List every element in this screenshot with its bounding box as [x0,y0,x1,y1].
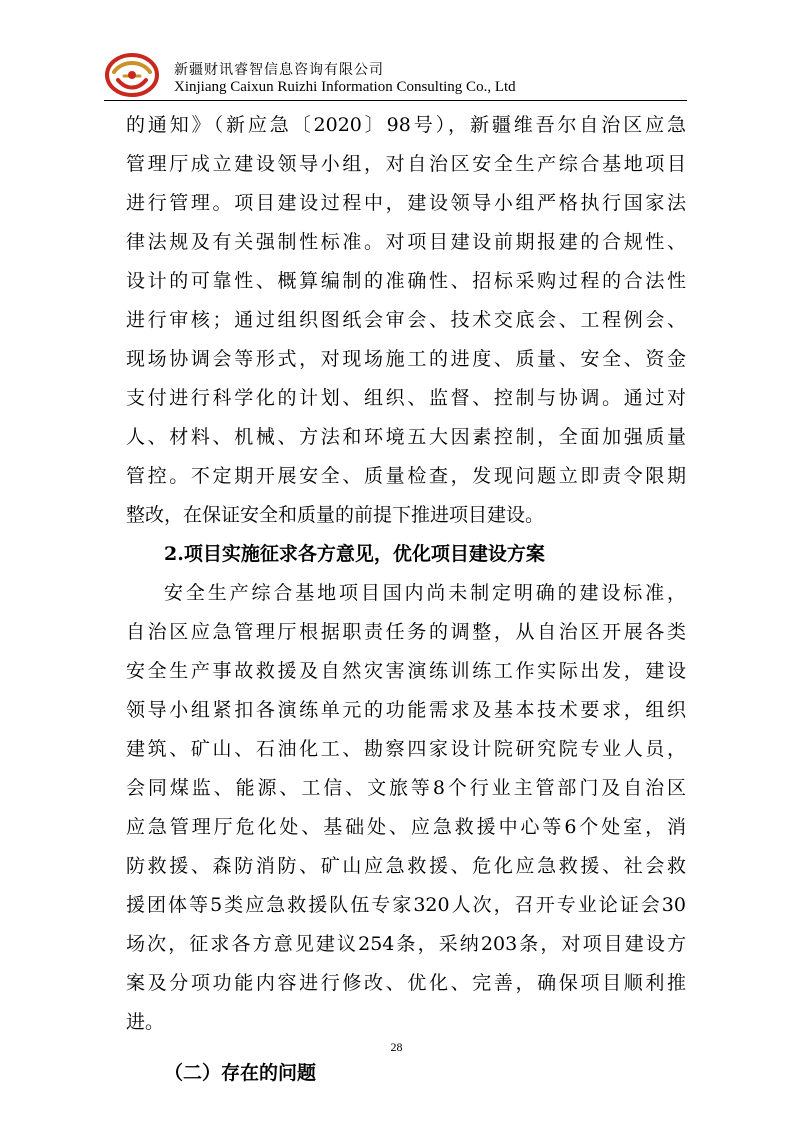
section-heading: （二）存在的问题 [164,1062,317,1084]
text-line: 场次，征求各方意见建议254条，采纳203条，对项目建设方 [126,933,686,955]
text-line: 律法规及有关强制性标准。对项目建设前期报建的合规性、 [126,231,686,253]
company-name-cn: 新疆财讯睿智信息咨询有限公司 [174,62,384,78]
subsection-heading: 2.项目实施征求各方意见，优化项目建设方案 [164,543,545,565]
paragraph-1 [126,106,686,535]
text-line: 案及分项功能内容进行修改、优化、完善，确保项目顺利推 [126,972,686,994]
page-number: 28 [390,1040,403,1054]
header-divider [104,100,687,101]
text-line: 建筑、矿山、石油化工、勘察四家设计院研究院专业人员， [126,738,686,760]
text-line: 进。 [126,1011,165,1033]
document-body [126,106,686,1093]
text-line: 支付进行科学化的计划、组织、监督、控制与协调。通过对 [126,387,686,409]
company-logo-icon [104,50,160,100]
text-line: 管理厅成立建设领导小组，对自治区安全生产综合基地项目 [126,153,686,175]
text-line: 会同煤监、能源、工信、文旅等8个行业主管部门及自治区 [126,777,686,799]
text-line: 进行管理。项目建设过程中，建设领导小组严格执行国家法 [126,192,686,214]
text-line: 安全生产事故救援及自然灾害演练训练工作实际出发，建设 [126,660,686,682]
company-name-en: Xinjiang Caixun Ruizhi Information Consulting Co., Ltd [174,79,516,95]
text-line: 安全生产综合基地项目国内尚未制定明确的建设标准， [164,582,686,604]
text-line: 现场协调会等形式，对现场施工的进度、质量、安全、资金 [126,348,686,370]
text-line: 人、材料、机械、方法和环境五大因素控制，全面加强质量 [126,426,686,448]
text-line: 整改，在保证安全和质量的前提下推进项目建设。 [126,504,545,526]
text-line: 领导小组紧扣各演练单元的功能需求及基本技术要求，组织 [126,699,686,721]
text-line: 自治区应急管理厅根据职责任务的调整，从自治区开展各类 [126,621,686,643]
text-line: 进行审核；通过组织图纸会审会、技术交底会、工程例会、 [126,309,686,331]
text-line: 管控。不定期开展安全、质量检查，发现问题立即责令限期 [126,465,686,487]
paragraph-2 [126,574,686,1042]
text-line: 设计的可靠性、概算编制的准确性、招标采购过程的合法性 [126,270,686,292]
text-line: 的通知》（新应急〔2020〕98号），新疆维吾尔自治区应急 [126,114,686,136]
page-header [104,50,684,104]
text-line: 援团体等5类应急救援队伍专家320人次，召开专业论证会30 [126,894,686,916]
text-line: 防救援、森防消防、矿山应急救援、危化应急救援、社会救 [126,855,686,877]
text-line: 应急管理厅危化处、基础处、应急救援中心等6个处室，消 [126,816,686,838]
